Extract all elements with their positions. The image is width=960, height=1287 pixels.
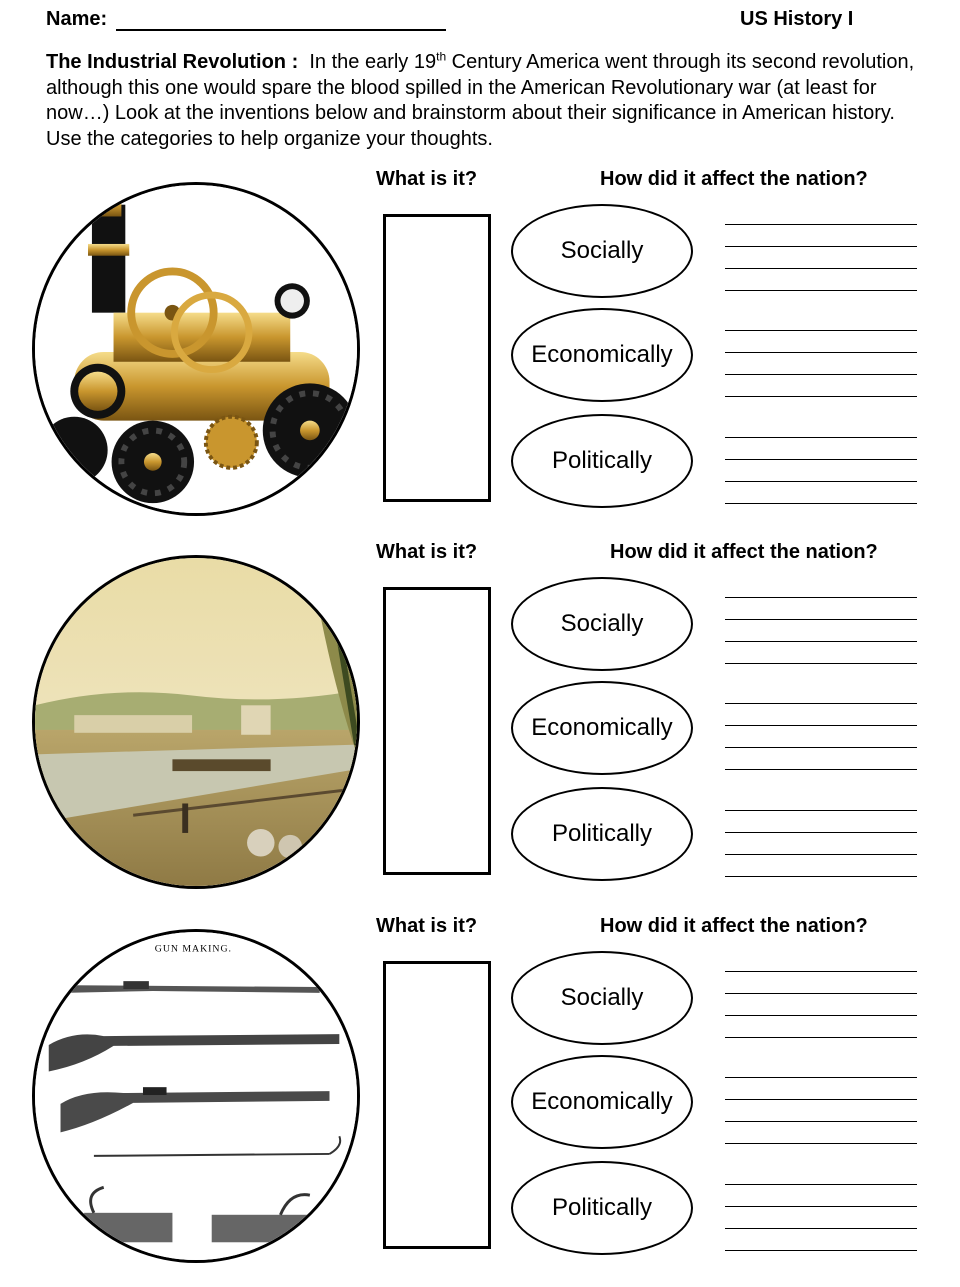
what-is-it-label: What is it? bbox=[376, 541, 478, 563]
economically-oval: Economically bbox=[511, 681, 693, 775]
steam-engine-drawing bbox=[35, 185, 357, 513]
intro-title: The Industrial Revolution : bbox=[46, 51, 299, 73]
invention-section-3 bbox=[0, 915, 960, 1287]
how-affect-label: How did it affect the nation? bbox=[610, 541, 878, 563]
politically-lines[interactable] bbox=[725, 416, 917, 504]
economically-lines[interactable] bbox=[725, 309, 917, 397]
gun-making-engraving-image bbox=[32, 929, 360, 1263]
politically-lines[interactable] bbox=[725, 1163, 917, 1251]
economically-lines[interactable] bbox=[725, 682, 917, 770]
socially-lines[interactable] bbox=[725, 203, 917, 291]
steam-engine-image bbox=[32, 182, 360, 516]
how-affect-label: How did it affect the nation? bbox=[600, 168, 868, 190]
how-affect-label: How did it affect the nation? bbox=[600, 915, 868, 937]
socially-oval: Socially bbox=[511, 951, 693, 1045]
politically-oval: Politically bbox=[511, 787, 693, 881]
economically-oval: Economically bbox=[511, 308, 693, 402]
name-label: Name: bbox=[46, 8, 108, 30]
socially-oval: Socially bbox=[511, 577, 693, 671]
intro-paragraph bbox=[46, 50, 926, 152]
what-is-it-label: What is it? bbox=[376, 915, 478, 937]
course-title: US History I bbox=[740, 8, 854, 30]
what-is-it-label: What is it? bbox=[376, 168, 478, 190]
intro-text-a: In the early 19 bbox=[309, 51, 437, 73]
politically-oval: Politically bbox=[511, 1161, 693, 1255]
intro-sup: th bbox=[436, 49, 447, 64]
invention-section-1 bbox=[0, 168, 960, 540]
invention-section-2 bbox=[0, 541, 960, 913]
economically-lines[interactable] bbox=[725, 1056, 917, 1144]
canal-painting-image bbox=[32, 555, 360, 889]
politically-oval: Politically bbox=[511, 414, 693, 508]
what-is-it-box[interactable] bbox=[383, 214, 491, 502]
economically-oval: Economically bbox=[511, 1055, 693, 1149]
engraving-caption: GUN MAKING. bbox=[154, 943, 232, 955]
canal-painting-drawing bbox=[35, 558, 357, 886]
what-is-it-box[interactable] bbox=[383, 961, 491, 1249]
politically-lines[interactable] bbox=[725, 789, 917, 877]
socially-oval: Socially bbox=[511, 204, 693, 298]
what-is-it-box[interactable] bbox=[383, 587, 491, 875]
intro-text-b: Century America went through its second revolution, although this one would spare the blood spilled in the American Revolutionary war (at least for now…) Look at the inventions below and brainstorm about their significance in American history. Use the categories to help organize your thoughts. bbox=[46, 51, 915, 150]
name-blank-line[interactable] bbox=[116, 29, 446, 31]
gun-making-drawing bbox=[35, 932, 357, 1260]
socially-lines[interactable] bbox=[725, 950, 917, 1038]
socially-lines[interactable] bbox=[725, 576, 917, 664]
